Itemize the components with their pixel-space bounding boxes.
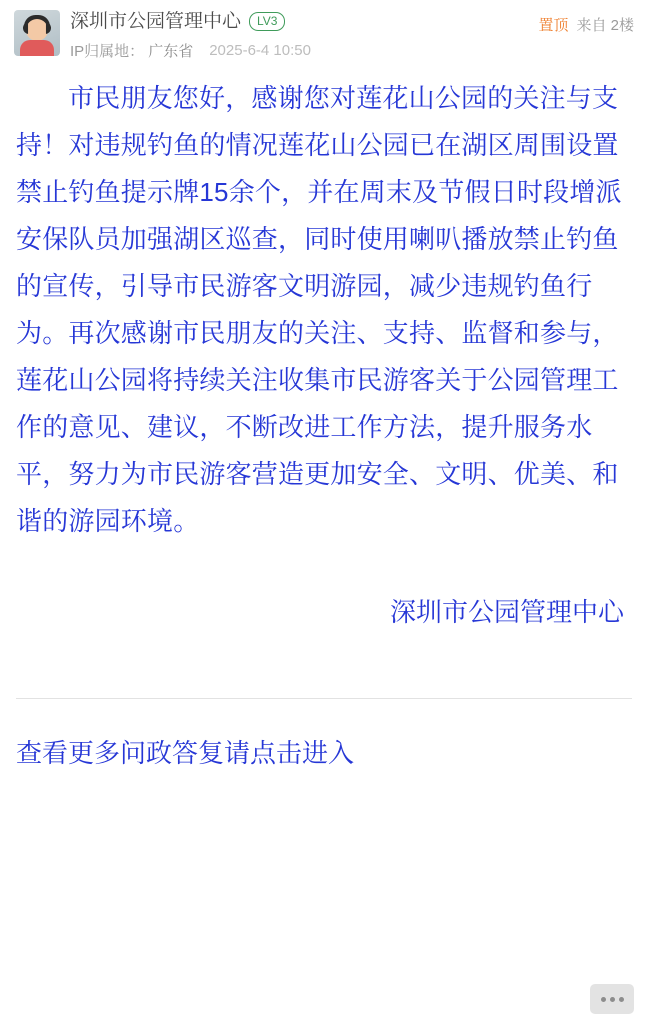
more-dot-2: [610, 997, 615, 1002]
post-signature: 深圳市公园管理中心: [389, 597, 624, 627]
more-dot-1: [601, 997, 606, 1002]
more-dots-icon[interactable]: [590, 984, 634, 1014]
avatar-face-shape: [26, 19, 48, 41]
post-header-right: [538, 14, 634, 35]
post-content-paragraph: 市民朋友您好，感谢您对莲花山公园的关注与支持！对违规钓鱼的情况莲花山公园已在湖区周围设置禁止钓鱼提示牌15余个，并在周末及节假日时段增派安保队员加强湖区巡查，同时使用喇叭播放禁止钓鱼的宣传，引导市民游客文明游园，减少违规钓鱼行为。再次感谢市民朋友的关注、支持、监督和参与，莲花山公园将持续关注收集市民游客关于公园管理工作的意见、建议，不断改进工作方法，提升服务水平，努力为市民游客营造更加安全、文明、优美、和谐的游园环境。: [16, 83, 622, 536]
floor-source-label: 来自 2楼: [576, 17, 634, 34]
post-header: [0, 0, 648, 69]
ip-location-label: IP归属地：: [70, 43, 145, 60]
more-dot-3: [619, 997, 624, 1002]
pinned-badge: 置顶: [538, 17, 569, 34]
section-divider: [16, 698, 632, 699]
author-name[interactable]: 深圳市公园管理中心: [70, 11, 242, 32]
avatar-body-shape: [20, 40, 54, 56]
ip-location-value: 广东省: [148, 43, 194, 60]
post-body: [0, 69, 648, 636]
avatar[interactable]: [14, 10, 60, 56]
level-badge: LV3: [249, 12, 285, 31]
post-meta-row: [70, 40, 634, 61]
more-replies-link[interactable]: 查看更多问政答复请点击进入: [16, 738, 355, 768]
post-timestamp: 2025-6-4 10:50: [209, 42, 311, 59]
